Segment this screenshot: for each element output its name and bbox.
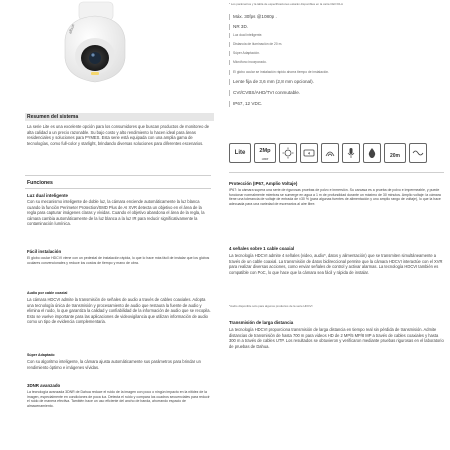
dnr-title: 3DNR avanzado [27, 383, 61, 388]
audio-coax-text: La cámara HDCVI admite la transmisión de señales de audio a través de cables coaxiales. Adopta una tecnología única de transmisión y procesamiento de audio que restaura la fuente de audio y elimina el ruido, lo que garantiza la calidad y confiabilidad de la información de audio que se recopila. Esto se vuelve importante para las aplicaciones de videovigilancia que utilizan información de audio como un tipo de evidencia complementaria. [27, 297, 211, 325]
svg-text:alhua: alhua [67, 23, 76, 35]
long-distance-text: La tecnología HDCVI proporciona transmisión de larga distancia en tiempo real sin pérdida de transmisión. Admite distancias de transmisión de hasta 700 m para videos HD de 2 MP/5 MP/8 MP a través de cables coaxiales y hasta 300 m a través de cables UTP. Los resultados se obtuvieron y verificaron mediante pruebas rigurosas en el laboratorio de pruebas de Dahua. [229, 327, 444, 349]
functions-divider [25, 175, 211, 176]
ac-icon [409, 143, 427, 163]
4in1-icon [300, 143, 318, 163]
spec-item: Máx. 30fps @1080p . [229, 14, 444, 20]
lite-icon: Lite [229, 143, 251, 163]
product-image [55, 0, 135, 92]
20m-icon: 20m [384, 143, 406, 163]
spec-item: Distancia de iluminación de 20 m. [229, 42, 444, 47]
four-signals-text: La tecnología HDCVI admite 4 señales (video, audio*, datos y alimentación) que se transmiten simultáneamente a través de un cable coaxial. La transmisión de datos bidireccional permite que la cámara HDCVI interactúe con el XVR para realizar diversas acciones, como enviar señales de control y activar alarmas. La tecnología HDCVI también es compatible con PoC, lo que hace que la cámara sea fácil y rápida de instalar. [229, 253, 443, 275]
smart-dual-light-text: Con su mecanismo inteligente de doble luz, la cámara enciende automáticamente la luz blanca cuando la función Perimeter Protection/SMD Plus de AI XVR detecta un objetivo en el área de la regla para capturar imágenes claras y vívidas. Cuando el objetivo abandona el área de la regla, la cámara cambia automáticamente de la luz blanca a la luz IR para reducir significativamente la contaminación lumínica. [27, 199, 205, 227]
smart-dual-light-title: Luz dual inteligente [27, 193, 68, 198]
spec-item: Súper Adaptación. [229, 51, 444, 56]
spec-item: NR 3D. [229, 24, 444, 30]
protection-text: IP67: la cámara supera una serie de rigurosas pruebas de polvo e inmersión. Su carcasa es a prueba de polvo e impermeable, y puede funcionar normalmente mientras se sumerge en agua a 1 m de profundidad durante un máximo de 30 minutos. Amplio voltaje: la cámara tiene una tolerancia de voltaje de entrada de ±30 % (para algunas fuentes de alimentación y uno amplio rango de voltaje), lo que la hace adecuada para una variedad de escenarios al aire libre. [229, 188, 441, 207]
audio-coax-title: Audio por cable coaxial [27, 291, 68, 295]
long-distance-title: Transmisión de larga distancia [229, 320, 294, 325]
2mp-icon: 2Mp 1080P [254, 143, 276, 163]
spec-list [229, 14, 444, 107]
spec-item: El globo ocular se instalación rápido ahorra tiempo de instalación. [229, 70, 444, 75]
four-signals-title: 4 señales sobre 1 cable coaxial [229, 246, 295, 251]
functions-header: Funciones [27, 180, 53, 186]
spec-item: IP67, 12 VDC. [229, 101, 444, 107]
top-note: * Los parámetros y la tabla de especificaciones estarán disponibles en la carta CEO DLA [229, 2, 343, 6]
spec-item: Luz dual inteligente. [229, 33, 444, 38]
spec-item: CVI/CVBS/AHD/TVI conmutable. [229, 90, 444, 96]
svg-text:4: 4 [308, 151, 310, 156]
summary-text: La serie Lite es una excelente opción para los consumidores que buscan productos de monitoreo de alta calidad a un precio razonable. Su bajo costo y alto rendimiento lo hacen ideal para áreas residenciales y soluciones para PYMES. Esta serie está equipada con una amplia gama de tecnologías, como full-color y starlight, brindando diversas soluciones para diferentes escenarios. [27, 124, 210, 146]
easy-install-text: El globo ocular HDCVI viene con un pedestal de instalación rápida, lo que lo hace más fácil de instalar que los globos oculares convencionales y reduce los costos de tiempo y mano de obra. [27, 256, 210, 265]
four-signals-note: *Audio disponible solo para algunos productos de la serie HDCVI [229, 304, 313, 308]
summary-header: Resumen del sistema [25, 113, 214, 121]
spec-item: Lente fija de 3,6 mm (2,8 mm opcional). [229, 79, 444, 85]
ip67-icon [363, 143, 381, 163]
easy-install-title: Fácil instalación [27, 249, 62, 254]
ir-icon [321, 143, 339, 163]
mic-icon [342, 143, 360, 163]
functions-divider [25, 188, 211, 189]
protection-title: Protección (IP67, Amplio Voltaje) [229, 181, 298, 186]
dnr-text: La tecnología avanzada 3DNR de Dahua reduce el ruido de la imagen con poco o ningún impacto en la nitidez de la imagen, especialmente en condiciones de poca luz. Detecta el ruido y compara los cuadros secuenciales para reducir el ruido de manera efectiva. También hace un uso eficiente del ancho de banda, ahorrando espacio de almacenamiento. [27, 390, 210, 409]
smart-dual-light-icon [279, 143, 297, 163]
right-divider [229, 172, 444, 173]
spec-item: Micrófono incorporado. [229, 60, 444, 65]
feature-icons [229, 143, 444, 165]
super-adapt-title: Súper Adaptado [27, 353, 55, 357]
super-adapt-text: Con su algoritmo inteligente, la cámara ajusta automáticamente sus parámetros para brindar un rendimiento óptimo e imágenes vívidas. [27, 359, 201, 370]
